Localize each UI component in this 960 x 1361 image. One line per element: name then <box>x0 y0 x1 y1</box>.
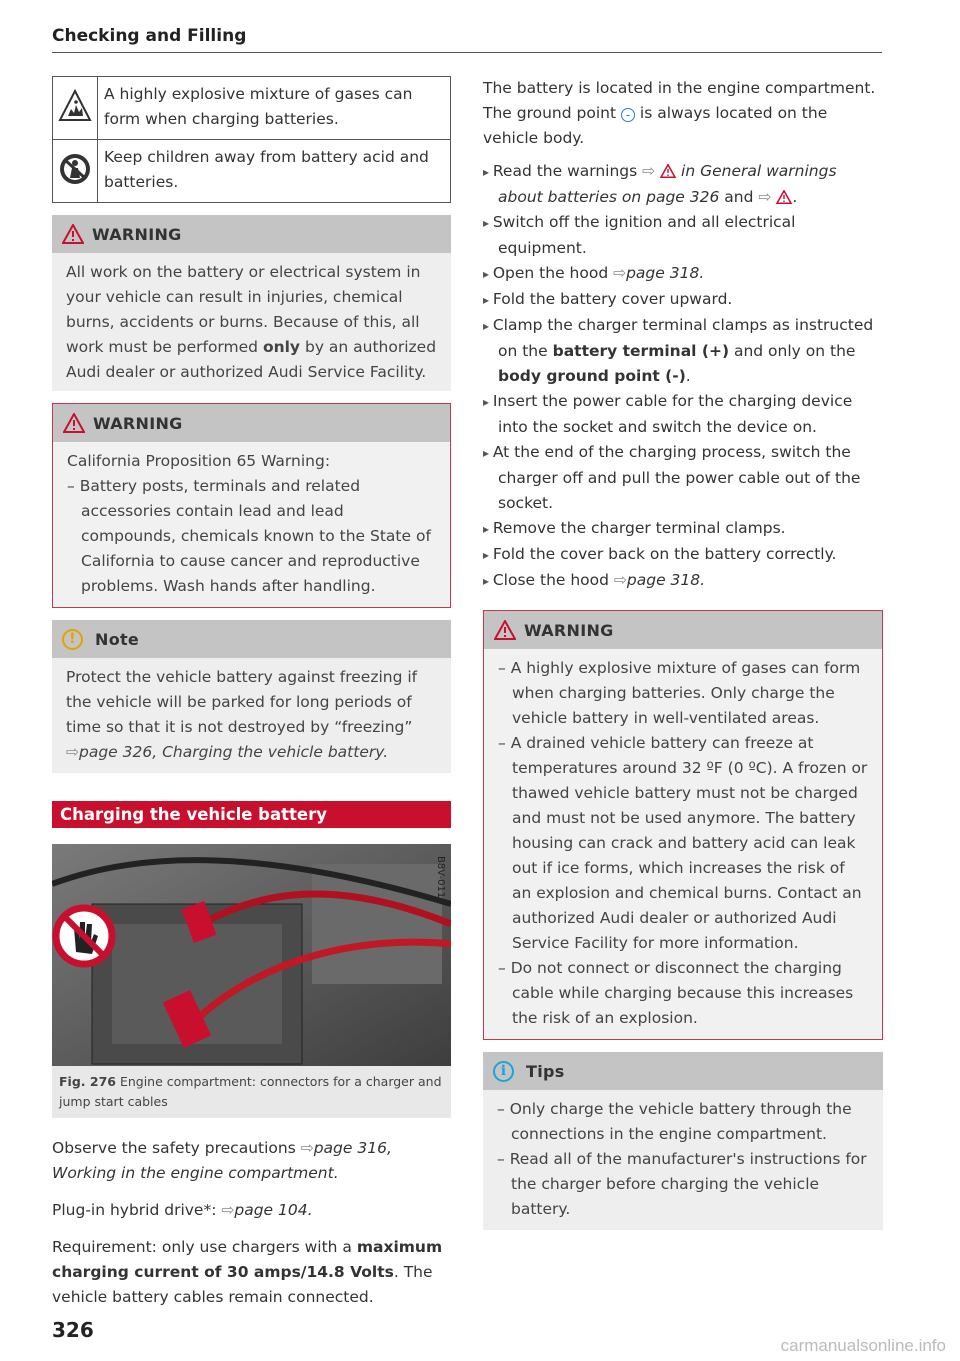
step-text: and only on the <box>729 342 856 360</box>
list-item: – Do not connect or disconnect the charging cable while charging because this increases the risk of an explosion. <box>498 956 868 1031</box>
step-text: Close the hood <box>492 571 614 589</box>
tips-list <box>497 1097 869 1222</box>
battery-location-paragraph <box>483 76 883 151</box>
list-item: – A highly explosive mixture of gases can form when charging batteries. Only charge the vehicle battery in well-ventilated areas. <box>498 656 868 731</box>
warning-box-charging <box>483 610 883 1040</box>
ground-point-icon: - <box>621 108 635 122</box>
plugin-text: Plug-in hybrid drive*: <box>52 1201 222 1219</box>
figure-code: B8V-0117 <box>435 856 446 905</box>
arrow-right-icon: ⇨ <box>613 264 627 282</box>
explosion-warning-text: A highly explosive mixture of gases can form when charging batteries. <box>98 77 451 140</box>
list-item <box>483 313 883 389</box>
observe-text: Observe the safety precautions <box>52 1139 301 1157</box>
explosion-icon <box>53 77 98 140</box>
warning-title: WARNING <box>92 224 182 244</box>
intro-text: The battery is located in the engine compartment. The ground point <box>483 79 876 122</box>
plugin-paragraph <box>52 1198 451 1223</box>
no-children-icon <box>53 140 98 203</box>
header-rule <box>52 52 882 53</box>
step-bold: body ground point (-) <box>498 367 686 385</box>
figure-caption: Engine compartment: connectors for a charger and jump start cables <box>59 1074 442 1109</box>
observe-link[interactable]: page 316, Working in the engine compartment. <box>52 1139 392 1182</box>
list-item: – Battery posts, terminals and related accessories contain lead and lead compounds, chemicals known to the State of California to cause cancer and reproductive problems. Wash hands after handling. <box>67 474 436 599</box>
requirement-text: Requirement: only use chargers with a <box>52 1238 357 1256</box>
observe-paragraph <box>52 1136 451 1186</box>
requirement-paragraph <box>52 1235 451 1310</box>
list-item <box>483 261 883 287</box>
arrow-right-icon: ⇨ <box>300 1139 314 1157</box>
list-item <box>483 159 883 210</box>
tips-box <box>483 1052 883 1230</box>
warning-text: All work on the battery or electrical system in your vehicle can result in injuries, chemical burns, accidents or burns. Because of this, all work must be performed <box>66 263 421 356</box>
keep-children-away-text: Keep children away from battery acid and batteries. <box>98 140 451 203</box>
arrow-right-icon: ⇨ <box>613 571 627 589</box>
requirement-text-end: . The vehicle battery cables remain connected. <box>52 1263 433 1306</box>
warning-box-electrical <box>52 215 451 391</box>
warning-title: WARNING <box>524 620 614 640</box>
note-exclamation-icon: ! <box>62 629 83 650</box>
engine-compartment-image <box>52 844 451 1066</box>
warning-triangle-icon <box>494 620 516 640</box>
tips-title: Tips <box>526 1061 565 1081</box>
prop65-list <box>67 474 436 599</box>
right-column <box>483 76 883 1230</box>
list-item: ▸ Switch off the ignition and all electrical equipment. <box>483 210 883 261</box>
step-link[interactable]: page 318. <box>626 571 706 589</box>
list-item: ▸ Insert the power cable for the charging device into the socket and switch the device on. <box>483 389 883 440</box>
arrow-right-icon: ⇨ <box>66 743 79 761</box>
step-link[interactable]: in General warnings about batteries on page 326 <box>498 162 837 206</box>
page-header-title: Checking and Filling <box>52 26 247 46</box>
watermark: carmanualsonline.info <box>780 1336 946 1355</box>
list-item: – Only charge the vehicle battery through the connections in the engine compartment. <box>497 1097 869 1147</box>
warning-triangle-icon <box>63 413 85 433</box>
list-item: ▸ Remove the charger terminal clamps. <box>483 516 883 542</box>
note-text: Protect the vehicle battery against freezing if the vehicle will be parked for long periods of time so that it is not destroyed by “freezing” <box>66 668 418 736</box>
warning-triangle-icon <box>62 224 84 244</box>
arrow-right-icon: ⇨ <box>221 1201 235 1219</box>
requirement-bold: maximum charging current of 30 amps/14.8 Volts <box>52 1238 443 1281</box>
step-text: Clamp the charger terminal clamps as instructed on the <box>492 316 874 360</box>
warning-title: WARNING <box>93 413 183 433</box>
list-item: – Read all of the manufacturer's instructions for the charger before charging the vehicle battery. <box>497 1147 869 1222</box>
step-text: . <box>685 367 691 385</box>
arrow-right-icon: ⇨ <box>642 162 656 180</box>
list-item: – A drained vehicle battery can freeze at temperatures around 32 ºF (0 ºC). A frozen or thawed vehicle battery must not be charged and must not be used anymore. The battery housing can crack and battery acid can leak out if ice forms, which increases the risk of an explosion and chemical burns. Contact an authorized Audi dealer or authorized Audi Service Facility for more information. <box>498 731 868 956</box>
page-number: 326 <box>52 1318 94 1342</box>
section-heading: Charging the vehicle battery <box>52 801 451 828</box>
step-text: . <box>792 188 798 206</box>
warning-box-prop65 <box>52 403 451 608</box>
warning-triangle-icon[interactable] <box>776 190 792 204</box>
step-link[interactable]: page 318. <box>626 264 705 282</box>
warning-text-end: by an authorized Audi dealer or authorized Audi Service Facility. <box>66 338 437 381</box>
list-item: ▸ Fold the cover back on the battery correctly. <box>483 542 883 568</box>
note-title: Note <box>95 629 140 649</box>
warning-bold-only: only <box>262 338 301 356</box>
note-link[interactable]: page 326, Charging the vehicle battery. <box>79 743 389 761</box>
figure-engine-compartment <box>52 844 451 1118</box>
step-text: Read the warnings <box>492 162 643 180</box>
list-item <box>483 568 883 594</box>
intro-text-end: is always located on the vehicle body. <box>483 104 828 147</box>
charging-warning-list <box>498 656 868 1031</box>
warning-triangle-icon <box>660 164 676 178</box>
step-text: Open the hood <box>492 264 614 282</box>
charging-steps-list <box>483 159 883 594</box>
left-column <box>52 76 451 1310</box>
list-item: ▸ Fold the battery cover upward. <box>483 287 883 313</box>
plugin-link[interactable]: page 104. <box>234 1201 313 1219</box>
figure-number: Fig. 276 <box>59 1074 116 1089</box>
step-bold: battery terminal (+) <box>552 342 730 360</box>
hazard-icon-table <box>52 76 451 203</box>
prop65-intro: California Proposition 65 Warning: <box>67 452 331 470</box>
note-box <box>52 620 451 773</box>
info-icon: i <box>493 1061 514 1082</box>
step-text: and <box>719 188 759 206</box>
list-item: ▸ At the end of the charging process, switch the charger off and pull the power cable out of the socket. <box>483 440 883 516</box>
arrow-right-icon: ⇨ <box>758 188 772 206</box>
